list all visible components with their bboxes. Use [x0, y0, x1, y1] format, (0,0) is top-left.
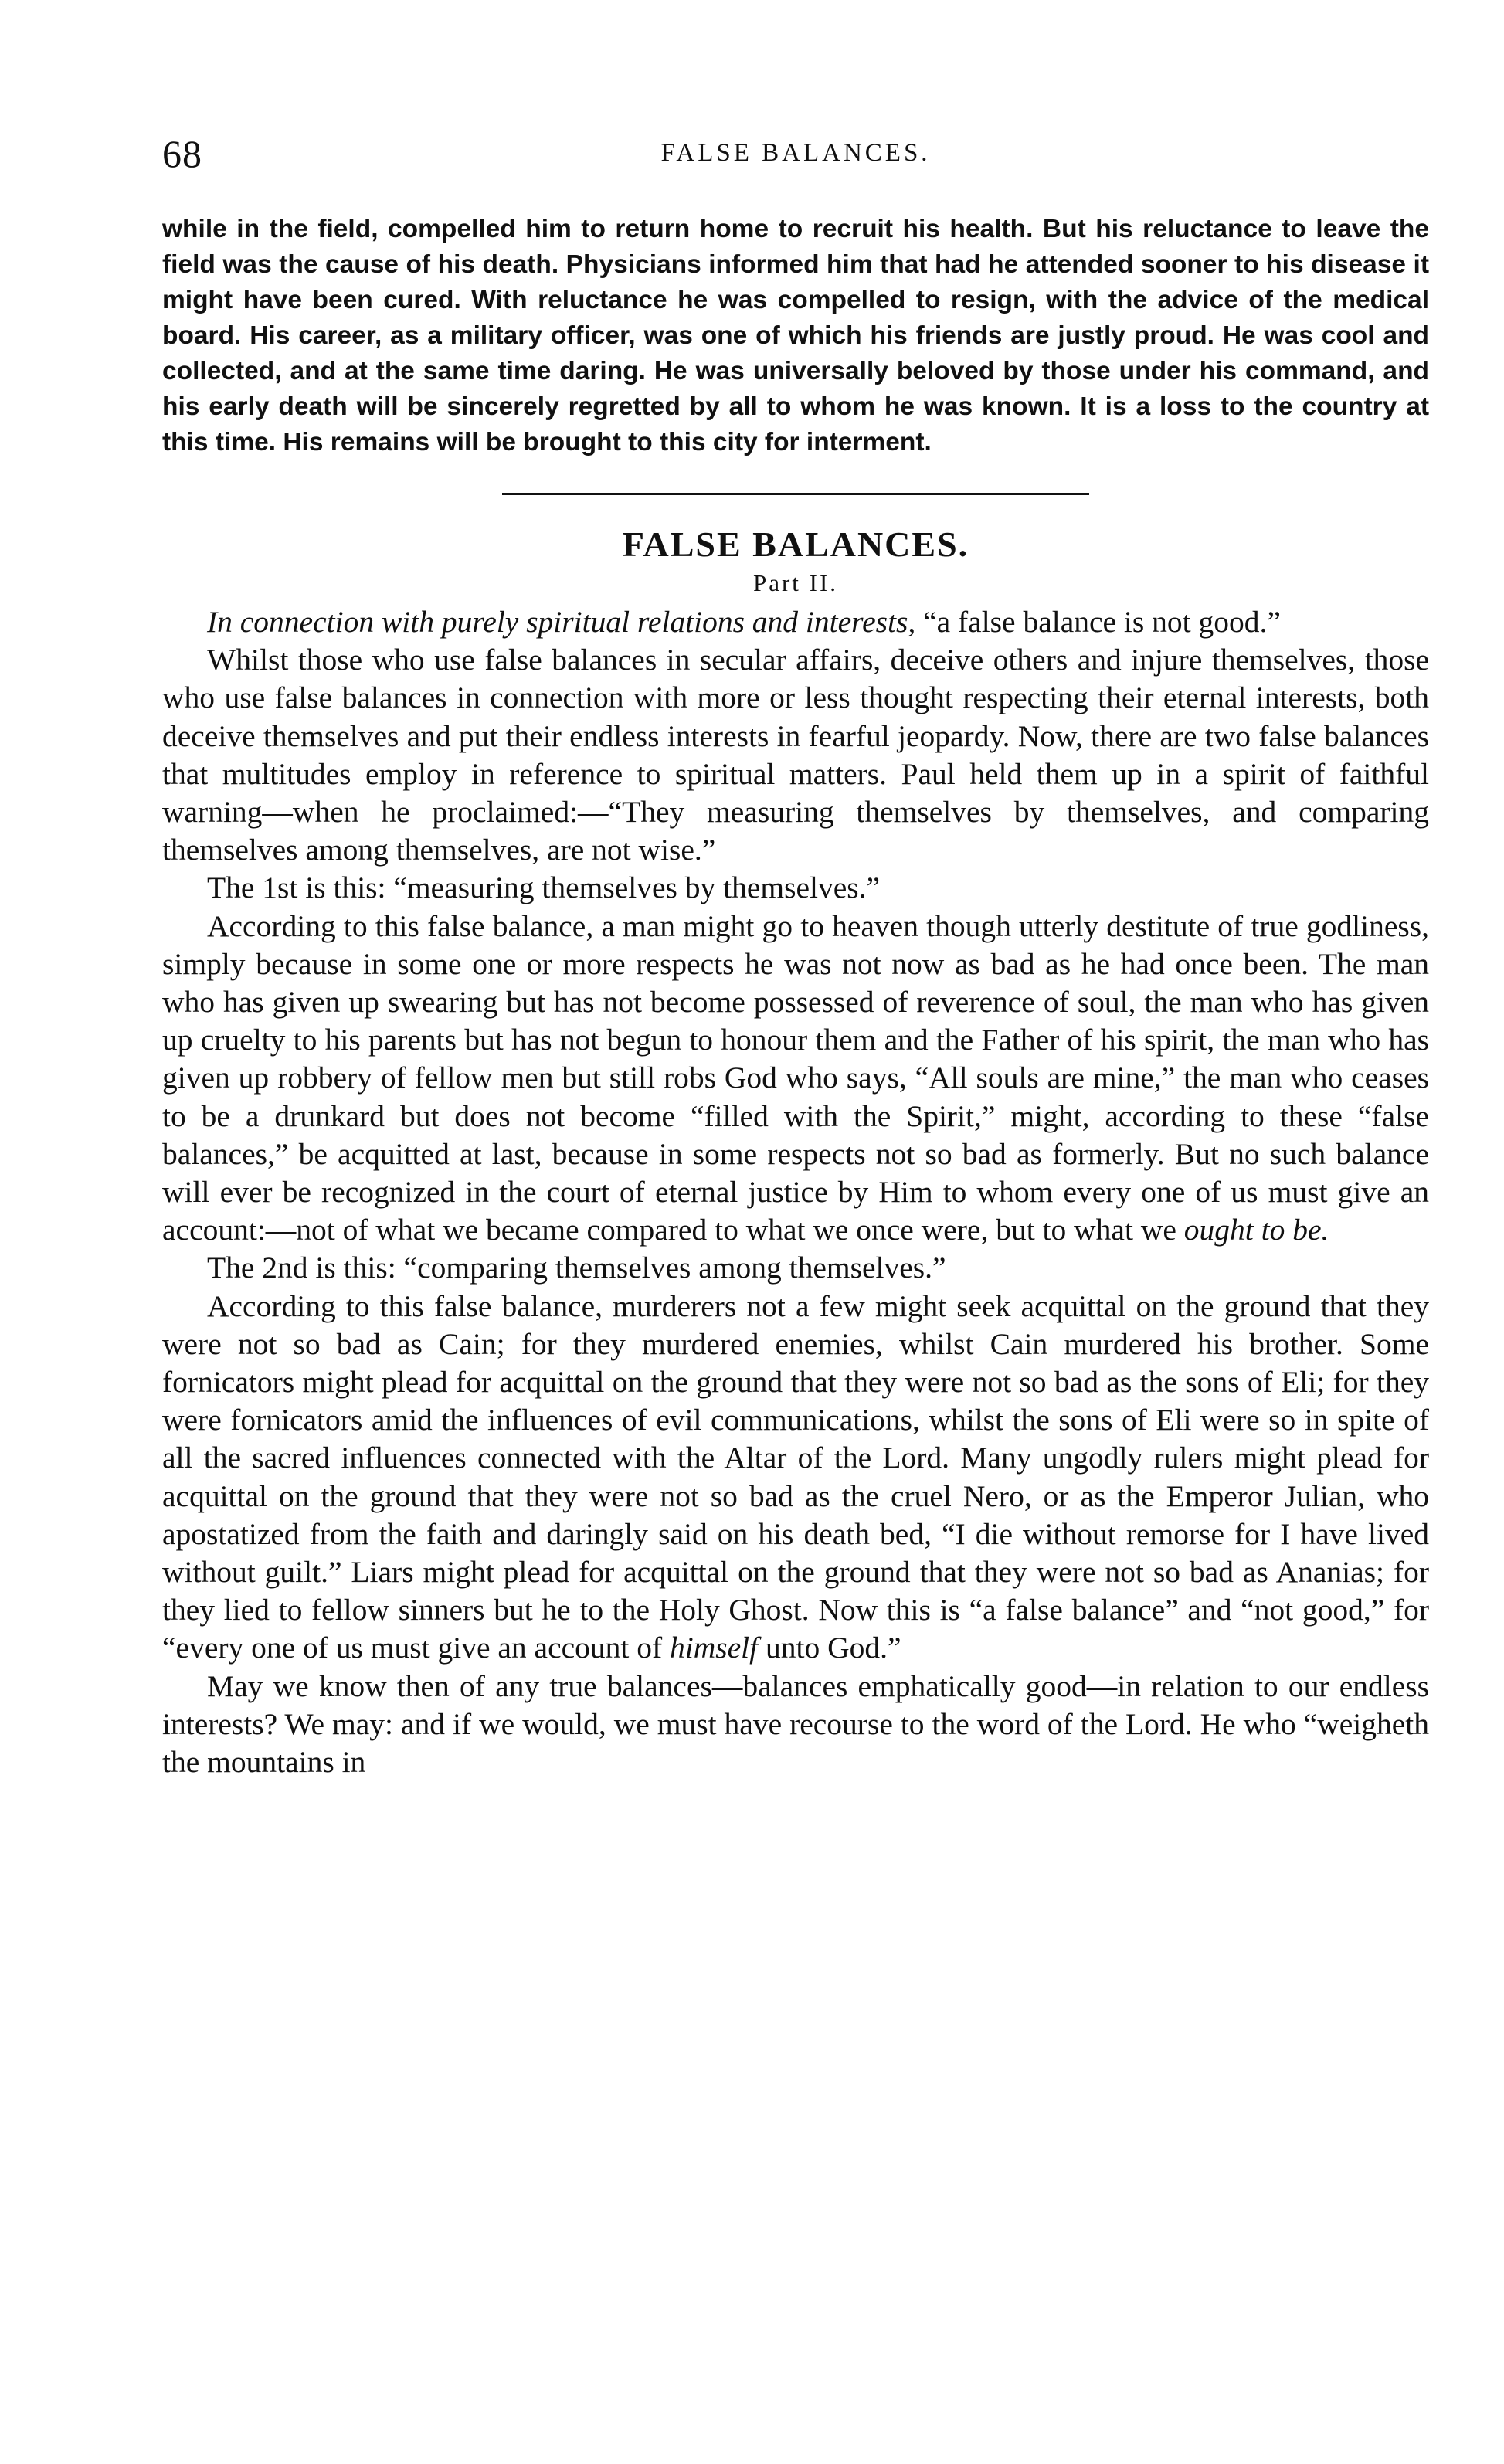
paragraph-5-end: unto God.” [758, 1631, 901, 1665]
paragraph-3-text: According to this false balance, a man might go to heaven though utterly destitute of true godliness, simply because in some one or more respects he was not now as bad as he had once been. The man who has given up swearing but has not become possessed of reverence of soul, the man who has given up cruelty to his parents but has not begun to honour them and the Father of his spirit, the man who has given up robbery of fellow men but still robs God who says, “All souls are mine,” the man who ceases to be a drunkard but does not become “filled with the Spirit,” might, according to these “false balances,” be acquitted at last, because in some respects not so bad as formerly. But no such balance will ever be recognized in the court of eternal justice by Him to whom every one of us must give an account:—not of what we became compared to what we once were, but to what we [162, 908, 1429, 1247]
intro-italic: In connection with purely spiritual relations and interests, [207, 605, 916, 639]
intro-rest: “a false balance is not good.” [915, 605, 1281, 639]
paragraph-5-emphasis: himself [670, 1631, 759, 1665]
book-page [162, 131, 1429, 1781]
paragraph-1: Whilst those who use false balances in secular affairs, deceive others and injure themselves, those who use false balances in connection with more or less thought respecting their eternal interests, both deceive themselves and put their endless interests in fearful jeopardy. Now, there are two false balances that multitudes employ in reference to spiritual matters. Paul held them up in a spirit of faithful warning—when he proclaimed:—“They measuring themselves by themselves, and comparing themselves among themselves, are not wise.” [162, 643, 1429, 867]
article-intro [162, 603, 1429, 641]
section-divider [502, 493, 1089, 495]
article-part: Part II. [752, 569, 839, 596]
paragraph-5 [162, 1288, 1429, 1668]
running-title: FALSE BALANCES. [660, 139, 931, 167]
running-head [162, 131, 1429, 185]
paragraph-3-emphasis: ought to be. [1183, 1213, 1329, 1247]
article-title: FALSE BALANCES. [622, 524, 969, 564]
paragraph-2: The 1st is this: “measuring themselves by themselves.” [207, 871, 881, 905]
paragraph-4: The 2nd is this: “comparing themselves among themselves.” [207, 1251, 946, 1285]
paragraph-5-text: According to this false balance, murderers not a few might seek acquittal on the ground that they were not so bad as Cain; for they murdered enemies, whilst Cain murdered his brother. Some fornicators might plead for acquittal on the ground that they were not so bad as the sons of Eli; for they were fornicators amid the influences of evil communications, whilst the sons of Eli were so in spite of all the sacred influences connected with the Altar of the Lord. Many ungodly rulers might plead for acquittal on the ground that they were not so bad as the cruel Nero, or as the Emperor Julian, who apostatized from the faith and daringly said on his death bed, “I die without remorse for I have lived without guilt.” Liars might plead for acquittal on the ground that they were not so bad as Ananias; for they lied to fellow sinners but he to the Holy Ghost. Now this is “a false balance” and “not good,” for “every one of us must give an account of [162, 1288, 1429, 1665]
paragraph-3 [162, 908, 1429, 1250]
previous-article-text: while in the field, compelled him to return home to recruit his health. But his reluctance to leave the field was the cause of his death. Physicians informed him that had he attended sooner to his disease it might have been cured. With reluctance he was compelled to resign, with the advice of the medical board. His career, as a military officer, was one of which his friends are justly proud. He was cool and collected, and at the same time daring. He was universally beloved by those under his command, and his early death will be sincerely regretted by all to whom he was known. It is a loss to the country at this time. His remains will be brought to this city for interment. [162, 215, 1429, 456]
page-number: 68 [162, 132, 202, 175]
paragraph-6: May we know then of any true balances—balances emphatically good—in relation to our endless interests? We may: and if we would, we must have recourse to the word of the Lord. He who “weigheth the mountains in [162, 1668, 1429, 1780]
